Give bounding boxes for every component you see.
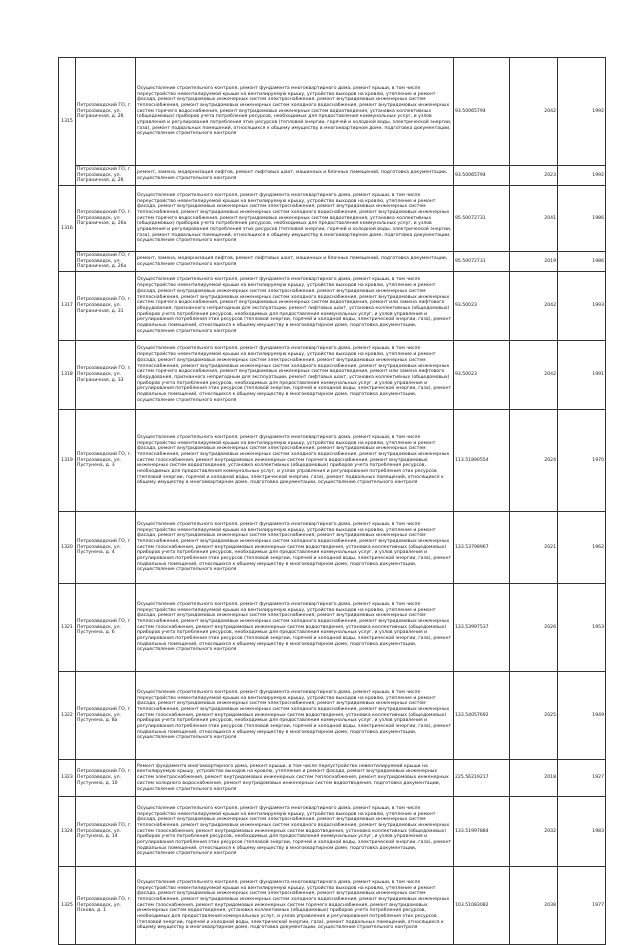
work-description-cell: Осуществление строительного контроля, ремонт фундамента многоквартирного дома, ремонт крыши, в том числе переустройство невентилируемой крыши на вентилируемую крышу, устройство выходов на кровлю, утепление и ремонт фасада, ремонт внутридомовых инженерных систем электроснабжения, ремонт внутридомовых инженерных систем теплоснабжения, ремонт внутридомовых инженерных систем холодного водоснабжения, ремонт внутридомовых инженерных систем газоснабжения, ремонт внутридомовых инженерных систем водоотведения, установка коллективных (общедомовых) приборов учета потребления ресурсов, необходимых для предоставления коммунальных услуг, и узлов управления и регулирования потребления этих ресурсов (тепловой энергии, горячей и холодной воды, электрической энергии, газа), ремонт подвальных помещений, относящихся к общему имуществу в многоквартирном доме, подготовка документации, осуществление строительного контроля	[136, 672, 454, 760]
planned-year-cell: 2026	[510, 584, 558, 672]
row-number: 1316	[59, 186, 76, 272]
table-row	[59, 341, 606, 410]
cost-cell: 225.56219217	[454, 760, 510, 797]
table-row	[59, 867, 606, 945]
planned-year-cell: 2042	[510, 341, 558, 410]
planned-year-cell: 2018	[510, 760, 558, 797]
row-number: 1324	[59, 797, 76, 867]
table-row	[59, 272, 606, 341]
work-description-cell: Осуществление строительного контроля, ремонт фундамента многоквартирного дома, ремонт крыши, в том числе переустройство невентилируемой крыши на вентилируемую крышу, устройство выходов на кровлю, утепление и ремонт фасада, ремонт внутридомовых инженерных систем электроснабжения, ремонт внутридомовых инженерных систем теплоснабжения, ремонт внутридомовых инженерных систем холодного водоснабжения, ремонт внутридомовых инженерных систем горячего водоснабжения, ремонт внутридомовых инженерных систем водоотведения, ремонт или замена лифтового оборудования, признанного непригодным для эксплуатации, ремонт лифтовых шахт, установка коллективных (общедомовых) приборов учета потребления ресурсов, необходимых для предоставления коммунальных услуг, и узлов управления и регулирования потребления этих ресурсов (тепловой энергии, горячей и холодной воды, электрической энергии, газа), ремонт подвальных помещений, относящихся к общему имуществу в многоквартирном доме, подготовка документации, осуществление строительного контроля	[136, 341, 454, 410]
table-row	[59, 58, 606, 166]
cost-cell: 133.54057692	[454, 672, 510, 760]
table-row	[59, 797, 606, 867]
work-description-cell: Осуществление строительного контроля, ремонт фундамента многоквартирного дома, ремонт крыши, в том числе переустройство невентилируемой крыши на вентилируемую крышу, устройство выходов на кровлю, утепление и ремонт фасада, ремонт внутридомовых инженерных систем электроснабжения, ремонт внутридомовых инженерных систем теплоснабжения, ремонт внутридомовых инженерных систем холодного водоснабжения, ремонт внутридомовых инженерных систем газоснабжения, ремонт внутридомовых инженерных систем водоотведения, установка коллективных (общедомовых) приборов учета потребления ресурсов, необходимых для предоставления коммунальных услуг, и узлов управления и регулирования потребления этих ресурсов (тепловой энергии, горячей и холодной воды, электрической энергии, газа), ремонт подвальных помещений, относящихся к общему имуществу в многоквартирном доме, подготовка документации, осуществление строительного контроля	[136, 512, 454, 584]
work-description-cell: Осуществление строительного контроля, ремонт фундамента многоквартирного дома, ремонт крыши, в том числе переустройство невентилируемой крыши на вентилируемую крышу, устройство выходов на кровлю, утепление и ремонт фасада, ремонт внутридомовых инженерных систем электроснабжения, ремонт внутридомовых инженерных систем теплоснабжения, ремонт внутридомовых инженерных систем холодного водоснабжения, ремонт внутридомовых инженерных систем горячего водоснабжения, ремонт внутридомовых инженерных систем водоотведения, ремонт или замена лифтового оборудования, признанного непригодным для эксплуатации, ремонт лифтовых шахт, установка коллективных (общедомовых) приборов учета потребления ресурсов, необходимых для предоставления коммунальных услуг, и узлов управления и регулирования потребления этих ресурсов (тепловой энергии, горячей и холодной воды, электрической энергии, газа), ремонт подвальных помещений, относящихся к общему имуществу в многоквартирном доме, подготовка документации, осуществление строительного контроля	[136, 272, 454, 341]
planned-year-cell: 2021	[510, 512, 558, 584]
table-row	[59, 410, 606, 512]
row-number: 1317	[59, 272, 76, 341]
build-year-cell: 1992	[558, 58, 606, 166]
row-number: 1325	[59, 867, 76, 945]
planned-year-cell: 2038	[510, 867, 558, 945]
address-cell: Петрозаводский ГО, г. Петрозаводск, ул. Пограничная, д. 26	[76, 58, 136, 166]
cost-cell: 133.53997537	[454, 584, 510, 672]
address-cell: Петрозаводский ГО, г. Петрозаводск, ул. Пустунена, д. 6	[76, 584, 136, 672]
build-year-cell: 1986	[558, 252, 606, 272]
work-description-cell: Ремонт фундамента многоквартирного дома, ремонт крыши, в том числе переустройство невентилируемой крыши на вентилируемую крышу, устройство выходов на кровлю, утепление и ремонт фасада, ремонт внутридомовых инженерных систем электроснабжения, ремонт внутридомовых инженерных систем теплоснабжения, ремонт внутридомовых инженерных систем холодного водоснабжения, ремонт внутридомовых инженерных систем водоотведения, подготовка документации, осуществление строительного контроля	[136, 760, 454, 797]
address-cell: Петрозаводский ГО, г. Петрозаводск, ул. Пограничная, д. 31	[76, 272, 136, 341]
planned-year-cell: 2032	[510, 797, 558, 867]
build-year-cell: 1992	[558, 166, 606, 186]
address-cell: Петрозаводский ГО, г. Петрозаводск, ул. Пустунена, д. 8а	[76, 672, 136, 760]
cost-cell: 133.51997884	[454, 797, 510, 867]
address-cell: Петрозаводский ГО, г. Петрозаводск, ул. Пустунена, д. 3	[76, 410, 136, 512]
cost-cell: 93.50065794	[454, 58, 510, 166]
work-description-cell: ремонт, замена, модернизация лифтов, ремонт лифтовых шахт, машинных и блочных помещений, подготовка документации, осуществление строительного контроля	[136, 166, 454, 186]
table-row	[59, 512, 606, 584]
build-year-cell: 1983	[558, 797, 606, 867]
address-cell: Петрозаводский ГО, г. Петрозаводск, ул. Пустунена, д. 4	[76, 512, 136, 584]
planned-year-cell: 2024	[510, 410, 558, 512]
build-year-cell: 1953	[558, 584, 606, 672]
work-description-cell: Осуществление строительного контроля, ремонт фундамента многоквартирного дома, ремонт крыши, в том числе переустройство невентилируемой крыши на вентилируемую крышу, устройство выходов на кровлю, утепление и ремонт фасада, ремонт внутридомовых инженерных систем электроснабжения, ремонт внутридомовых инженерных систем теплоснабжения, ремонт внутридомовых инженерных систем холодного водоснабжения, ремонт внутридомовых инженерных систем горячего водоснабжения, ремонт внутридомовых инженерных систем водоотведения, установка коллективных (общедомовых) приборов учета потребления ресурсов, необходимых для предоставления коммунальных услуг, и узлов управления и регулирования потребления этих ресурсов (тепловой энергии, горячей и холодной воды, электрической энергии, газа), ремонт подвальных помещений, относящихся к общему имуществу в многоквартирном доме, подготовка документации, осуществление строительного контроля	[136, 186, 454, 252]
row-number: 1318	[59, 341, 76, 410]
work-description-cell: Осуществление строительного контроля, ремонт фундамента многоквартирного дома, ремонт крыши, в том числе переустройство невентилируемой крыши на вентилируемую крышу, устройство выходов на кровлю, утепление и ремонт фасада, ремонт внутридомовых инженерных систем электроснабжения, ремонт внутридомовых инженерных систем теплоснабжения, ремонт внутридомовых инженерных систем холодного водоснабжения, ремонт внутридомовых инженерных систем газоснабжения, ремонт внутридомовых инженерных систем горячего водоснабжения, ремонт внутридомовых инженерных систем водоотведения, установка коллективных (общедомовых) приборов учета потребления ресурсов, необходимых для предоставления коммунальных услуг, и узлов управления и регулирования потребления этих ресурсов (тепловой энергии, горячей и холодной воды, электрической энергии, газа), ремонт подвальных помещений, относящихся к общему имуществу в многоквартирном доме, подготовка документации, осуществление строительного контроля	[136, 410, 454, 512]
cost-cell: 113.51890554	[454, 410, 510, 512]
planned-year-cell: 2023	[510, 166, 558, 186]
row-number: 1319	[59, 410, 76, 512]
address-cell: Петрозаводский ГО, г. Петрозаводск, ул. Пограничная, д. 26а	[76, 252, 136, 272]
address-cell: Петрозаводский ГО, г. Петрозаводск, ул. Пограничная, д. 33	[76, 341, 136, 410]
table-row	[59, 252, 606, 272]
build-year-cell: 1991	[558, 341, 606, 410]
build-year-cell: 1986	[558, 186, 606, 252]
table-row	[59, 186, 606, 252]
address-cell: Петрозаводский ГО, г. Петрозаводск, ул. Пскова, д. 1	[76, 867, 136, 945]
work-description-cell: Осуществление строительного контроля, ремонт фундамента многоквартирного дома, ремонт крыши, в том числе переустройство невентилируемой крыши на вентилируемую крышу, устройство выходов на кровлю, утепление и ремонт фасада, ремонт внутридомовых инженерных систем электроснабжения, ремонт внутридомовых инженерных систем теплоснабжения, ремонт внутридомовых инженерных систем холодного водоснабжения, ремонт внутридомовых инженерных систем газоснабжения, ремонт внутридомовых инженерных систем водоотведения, установка коллективных (общедомовых) приборов учета потребления ресурсов, необходимых для предоставления коммунальных услуг, и узлов управления и регулирования потребления этих ресурсов (тепловой энергии, горячей и холодной воды, электрической энергии, газа), ремонт подвальных помещений, относящихся к общему имуществу в многоквартирном доме, подготовка документации, осуществление строительного контроля	[136, 584, 454, 672]
row-number: 1322	[59, 672, 76, 760]
address-cell: Петрозаводский ГО, г. Петрозаводск, ул. Пустунена, д. 14	[76, 797, 136, 867]
planned-year-cell: 2019	[510, 252, 558, 272]
cost-cell: 133.53798967	[454, 512, 510, 584]
row-number: 1321	[59, 584, 76, 672]
build-year-cell: 1993	[558, 272, 606, 341]
repair-program-table	[58, 57, 606, 945]
table-row	[59, 166, 606, 186]
cost-cell: 103.51083082	[454, 867, 510, 945]
work-description-cell: ремонт, замена, модернизация лифтов, ремонт лифтовых шахт, машинных и блочных помещений, подготовка документации, осуществление строительного контроля	[136, 252, 454, 272]
address-cell: Петрозаводский ГО, г. Петрозаводск, ул. Пограничная, д. 26	[76, 166, 136, 186]
work-description-cell: Осуществление строительного контроля, ремонт фундамента многоквартирного дома, ремонт крыши, в том числе переустройство невентилируемой крыши на вентилируемую крышу, устройство выходов на кровлю, утепление и ремонт фасада, ремонт внутридомовых инженерных систем электроснабжения, ремонт внутридомовых инженерных систем теплоснабжения, ремонт внутридомовых инженерных систем холодного водоснабжения, ремонт внутридомовых инженерных систем горячего водоснабжения, ремонт внутридомовых инженерных систем водоотведения, установка коллективных (общедомовых) приборов учета потребления ресурсов, необходимых для предоставления коммунальных услуг, и узлов управления и регулирования потребления этих ресурсов (тепловой энергии, горячей и холодной воды, электрической энергии, газа), ремонт подвальных помещений, относящихся к общему имуществу в многоквартирном доме, подготовка документации, осуществление строительного контроля	[136, 58, 454, 166]
cost-cell: 93.50065794	[454, 166, 510, 186]
cost-cell: 95.50072731	[454, 252, 510, 272]
row-number: 1320	[59, 512, 76, 584]
cost-cell: 93.50023	[454, 272, 510, 341]
planned-year-cell: 2042	[510, 272, 558, 341]
planned-year-cell: 2042	[510, 58, 558, 166]
planned-year-cell: 2041	[510, 186, 558, 252]
build-year-cell: 1970	[558, 410, 606, 512]
work-description-cell: Осуществление строительного контроля, ремонт фундамента многоквартирного дома, ремонт крыши, в том числе переустройство невентилируемой крыши на вентилируемую крышу, устройство выходов на кровлю, утепление и ремонт фасада, ремонт внутридомовых инженерных систем электроснабжения, ремонт внутридомовых инженерных систем теплоснабжения, ремонт внутридомовых инженерных систем холодного водоснабжения, ремонт внутридомовых инженерных систем газоснабжения, ремонт внутридомовых инженерных систем водоотведения, установка коллективных (общедомовых) приборов учета потребления ресурсов, необходимых для предоставления коммунальных услуг, и узлов управления и регулирования потребления этих ресурсов (тепловой энергии, горячей и холодной воды, электрической энергии, газа), ремонт подвальных помещений, относящихся к общему имуществу в многоквартирном доме, подготовка документации, осуществление строительного контроля	[136, 797, 454, 867]
address-cell: Петрозаводский ГО, г. Петрозаводск, ул. Пограничная, д. 26а	[76, 186, 136, 252]
row-number: 1315	[59, 58, 76, 186]
address-cell: Петрозаводский ГО, г. Петрозаводск, ул. Пустунена, д. 10	[76, 760, 136, 797]
work-description-cell: Осуществление строительного контроля, ремонт фундамента многоквартирного дома, ремонт крыши, в том числе переустройство невентилируемой крыши на вентилируемую крышу, устройство выходов на кровлю, утепление и ремонт фасада, ремонт внутридомовых инженерных систем электроснабжения, ремонт внутридомовых инженерных систем теплоснабжения, ремонт внутридомовых инженерных систем холодного водоснабжения, ремонт внутридомовых инженерных систем газоснабжения, ремонт внутридомовых инженерных систем горячего водоснабжения, ремонт внутридомовых инженерных систем водоотведения, установка коллективных (общедомовых) приборов учета потребления ресурсов, необходимых для предоставления коммунальных услуг, и узлов управления и регулирования потребления этих ресурсов (тепловой энергии, горячей и холодной воды, электрической энергии, газа), ремонт подвальных помещений, относящихся к общему имуществу в многоквартирном доме, подготовка документации, осуществление строительного контроля	[136, 867, 454, 945]
cost-cell: 93.50023	[454, 341, 510, 410]
table-body	[59, 58, 606, 945]
planned-year-cell: 2025	[510, 672, 558, 760]
build-year-cell: 1962	[558, 512, 606, 584]
build-year-cell: 1927	[558, 760, 606, 797]
cost-cell: 95.50072731	[454, 186, 510, 252]
row-number: 1323	[59, 760, 76, 797]
table-row	[59, 584, 606, 672]
build-year-cell: 1977	[558, 867, 606, 945]
table-row	[59, 672, 606, 760]
build-year-cell: 1949	[558, 672, 606, 760]
table-row	[59, 760, 606, 797]
